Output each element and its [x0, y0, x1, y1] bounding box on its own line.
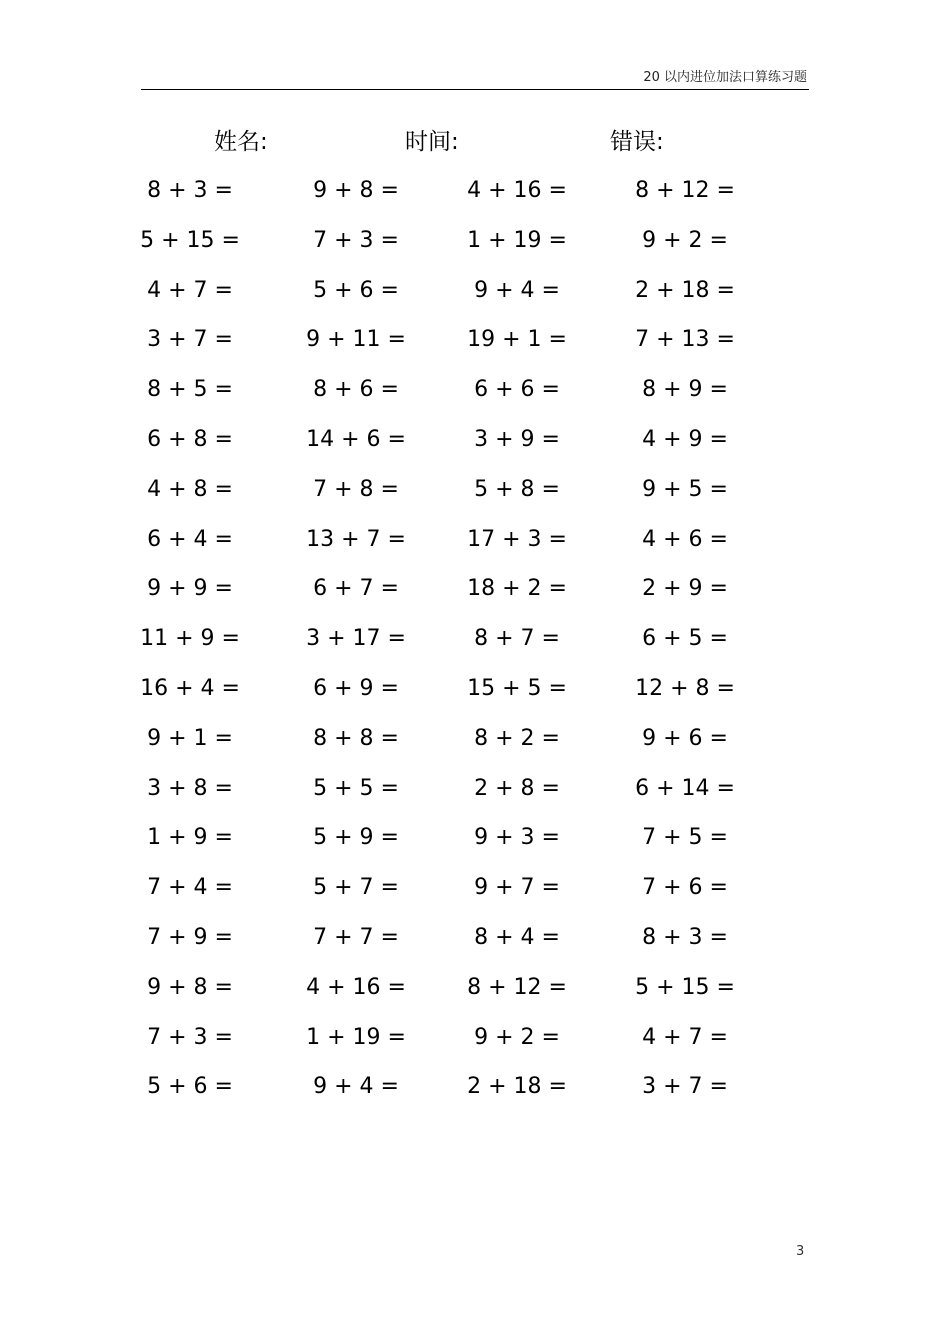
addition-problem: 3 + 7 = [147, 327, 233, 353]
addition-problem: 5 + 6 = [147, 1074, 233, 1100]
problem-row [0, 270, 950, 320]
problem-row [0, 369, 950, 419]
addition-problem: 1 + 19 = [467, 227, 567, 253]
addition-problem: 7 + 3 = [147, 1024, 233, 1050]
problem-grid [0, 170, 950, 1116]
problem-row [0, 519, 950, 569]
addition-problem: 8 + 9 = [642, 377, 728, 403]
addition-problem: 9 + 4 = [313, 1074, 399, 1100]
problem-row [0, 170, 950, 220]
addition-problem: 6 + 14 = [635, 775, 735, 801]
addition-problem: 5 + 15 = [635, 974, 735, 1000]
addition-problem: 8 + 3 = [642, 924, 728, 950]
addition-problem: 6 + 9 = [313, 675, 399, 701]
problem-row [0, 668, 950, 718]
problem-row [0, 1066, 950, 1116]
page-header [141, 64, 809, 90]
addition-problem: 6 + 8 = [147, 426, 233, 452]
addition-problem: 5 + 15 = [140, 227, 240, 253]
addition-problem: 3 + 7 = [642, 1074, 728, 1100]
addition-problem: 5 + 7 = [313, 875, 399, 901]
addition-problem: 4 + 7 = [642, 1024, 728, 1050]
problem-row [0, 220, 950, 270]
page-number: 3 [796, 1244, 805, 1259]
addition-problem: 3 + 8 = [147, 775, 233, 801]
addition-problem: 11 + 9 = [140, 626, 240, 652]
addition-problem: 7 + 13 = [635, 327, 735, 353]
addition-problem: 6 + 7 = [313, 576, 399, 602]
problem-row [0, 718, 950, 768]
addition-problem: 9 + 2 = [642, 227, 728, 253]
header-title: 20 以内进位加法口算练习题 [643, 70, 807, 85]
addition-problem: 18 + 2 = [467, 576, 567, 602]
addition-problem: 1 + 9 = [147, 825, 233, 851]
addition-problem: 8 + 4 = [474, 924, 560, 950]
problem-row [0, 817, 950, 867]
problem-row [0, 568, 950, 618]
addition-problem: 1 + 19 = [306, 1024, 406, 1050]
addition-problem: 9 + 2 = [474, 1024, 560, 1050]
addition-problem: 6 + 6 = [474, 377, 560, 403]
addition-problem: 8 + 12 = [635, 178, 735, 203]
problem-row [0, 917, 950, 967]
addition-problem: 8 + 12 = [467, 974, 567, 1000]
problem-row [0, 967, 950, 1017]
problem-row [0, 319, 950, 369]
addition-problem: 2 + 18 = [635, 277, 735, 303]
addition-problem: 5 + 9 = [313, 825, 399, 851]
addition-problem: 7 + 5 = [642, 825, 728, 851]
addition-problem: 7 + 7 = [313, 924, 399, 950]
addition-problem: 7 + 4 = [147, 875, 233, 901]
addition-problem: 4 + 6 = [642, 526, 728, 552]
addition-problem: 5 + 8 = [474, 476, 560, 502]
addition-problem: 9 + 11 = [306, 327, 406, 353]
addition-problem: 6 + 4 = [147, 526, 233, 552]
addition-problem: 8 + 8 = [313, 725, 399, 751]
name-label: 姓名: [214, 129, 268, 155]
problem-row [0, 469, 950, 519]
addition-problem: 5 + 6 = [313, 277, 399, 303]
problem-row [0, 768, 950, 818]
addition-problem: 9 + 6 = [642, 725, 728, 751]
problem-row [0, 1017, 950, 1067]
addition-problem: 5 + 5 = [313, 775, 399, 801]
addition-problem: 2 + 9 = [642, 576, 728, 602]
problem-row [0, 618, 950, 668]
addition-problem: 2 + 18 = [467, 1074, 567, 1100]
addition-problem: 14 + 6 = [306, 426, 406, 452]
time-label: 时间: [405, 129, 459, 155]
addition-problem: 16 + 4 = [140, 675, 240, 701]
addition-problem: 7 + 3 = [313, 227, 399, 253]
addition-problem: 8 + 2 = [474, 725, 560, 751]
addition-problem: 8 + 5 = [147, 377, 233, 403]
addition-problem: 8 + 7 = [474, 626, 560, 652]
addition-problem: 3 + 9 = [474, 426, 560, 452]
student-info-row [0, 124, 950, 160]
addition-problem: 7 + 8 = [313, 476, 399, 502]
addition-problem: 7 + 9 = [147, 924, 233, 950]
problem-row [0, 419, 950, 469]
errors-label: 错误: [610, 129, 664, 155]
addition-problem: 13 + 7 = [306, 526, 406, 552]
addition-problem: 9 + 4 = [474, 277, 560, 303]
addition-problem: 3 + 17 = [306, 626, 406, 652]
problem-row [0, 867, 950, 917]
addition-problem: 9 + 8 = [147, 974, 233, 1000]
addition-problem: 6 + 5 = [642, 626, 728, 652]
addition-problem: 7 + 6 = [642, 875, 728, 901]
addition-problem: 15 + 5 = [467, 675, 567, 701]
addition-problem: 9 + 3 = [474, 825, 560, 851]
addition-problem: 19 + 1 = [467, 327, 567, 353]
addition-problem: 2 + 8 = [474, 775, 560, 801]
addition-problem: 9 + 9 = [147, 576, 233, 602]
addition-problem: 9 + 8 = [313, 178, 399, 203]
addition-problem: 4 + 7 = [147, 277, 233, 303]
addition-problem: 12 + 8 = [635, 675, 735, 701]
addition-problem: 8 + 3 = [147, 178, 233, 203]
addition-problem: 17 + 3 = [467, 526, 567, 552]
addition-problem: 8 + 6 = [313, 377, 399, 403]
addition-problem: 4 + 16 = [306, 974, 406, 1000]
addition-problem: 4 + 9 = [642, 426, 728, 452]
addition-problem: 9 + 1 = [147, 725, 233, 751]
addition-problem: 9 + 5 = [642, 476, 728, 502]
addition-problem: 9 + 7 = [474, 875, 560, 901]
addition-problem: 4 + 8 = [147, 476, 233, 502]
addition-problem: 4 + 16 = [467, 178, 567, 203]
